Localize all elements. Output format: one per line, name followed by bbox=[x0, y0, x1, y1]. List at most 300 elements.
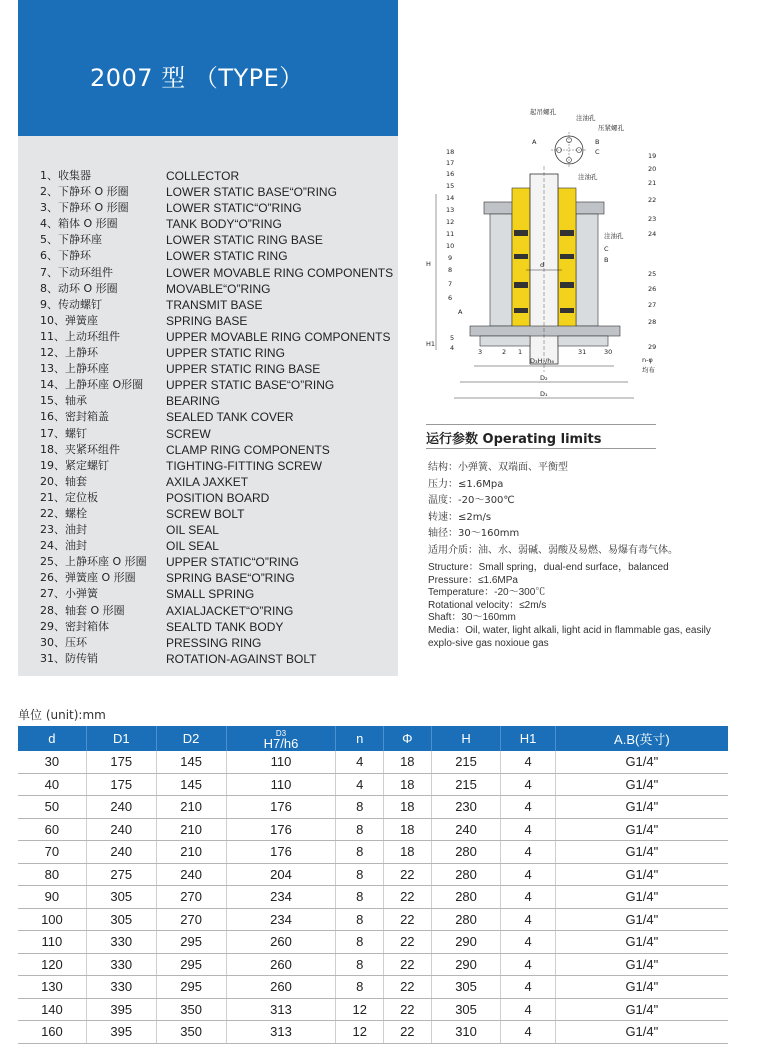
part-item bbox=[40, 200, 390, 216]
table-cell: G1/4" bbox=[555, 818, 728, 841]
table-cell: 22 bbox=[384, 998, 432, 1021]
spec-media-cn: 适用介质：油、水、弱碱、弱酸及易燃、易爆有毒气体。 bbox=[428, 544, 678, 556]
table-cell: 290 bbox=[431, 931, 501, 954]
col-d3-tolerance: H7/h6 bbox=[263, 735, 299, 751]
part-name-cn: 16、密封箱盖 bbox=[40, 410, 109, 424]
dim-a: A bbox=[458, 308, 463, 316]
table-cell: G1/4" bbox=[555, 841, 728, 864]
part-item bbox=[40, 586, 390, 602]
part-name-cn: 10、弹簧座 bbox=[40, 313, 98, 327]
callout-7: 7 bbox=[448, 280, 453, 288]
table-cell: 350 bbox=[156, 1021, 226, 1044]
part-name-cn: 20、轴套 bbox=[40, 474, 87, 488]
table-row bbox=[18, 953, 728, 976]
part-name-en: UPPER MOVABLE RING COMPONENTS bbox=[166, 329, 391, 344]
part-name-en: SPRING BASE bbox=[166, 313, 248, 328]
operating-specs-en bbox=[428, 562, 738, 650]
table-cell: 230 bbox=[431, 796, 501, 819]
part-name-en: TRANSMIT BASE bbox=[166, 297, 263, 312]
part-name-en: LOWER MOVABLE RING COMPONENTS bbox=[166, 265, 394, 280]
table-cell: 130 bbox=[18, 976, 86, 999]
table-cell: G1/4" bbox=[555, 953, 728, 976]
table-cell: 330 bbox=[86, 976, 156, 999]
cross-section bbox=[470, 166, 620, 372]
top-letter-a: A bbox=[532, 138, 537, 146]
table-cell: 280 bbox=[431, 841, 501, 864]
table-cell: 4 bbox=[501, 908, 555, 931]
table-row bbox=[18, 998, 728, 1021]
callout-23: 23 bbox=[648, 215, 657, 223]
part-name-cn: 3、下静环 O 形圈 bbox=[40, 201, 129, 215]
spec-temperature-en: Temperature：-20～300℃ bbox=[428, 587, 546, 599]
part-name-cn: 26、弹簧座 O 形圈 bbox=[40, 571, 136, 585]
table-cell: 240 bbox=[86, 818, 156, 841]
part-item bbox=[40, 297, 390, 313]
table-cell: 234 bbox=[226, 908, 336, 931]
part-item bbox=[40, 490, 390, 506]
table-cell: G1/4" bbox=[555, 1021, 728, 1044]
table-cell: 22 bbox=[384, 953, 432, 976]
dimensions-table bbox=[18, 726, 728, 1044]
part-name-en: ROTATION-AGAINST BOLT bbox=[166, 651, 317, 666]
table-cell: 12 bbox=[336, 1021, 384, 1044]
part-item bbox=[40, 506, 390, 522]
top-label-press-hole: 压紧螺孔 bbox=[598, 124, 624, 132]
col-d: d bbox=[18, 726, 86, 751]
spec-media-en: Media：Oil, water, light alkali, light acid in flammable gas, easily explo-sive gas noxioue gas bbox=[428, 624, 711, 649]
dim-d: d bbox=[540, 261, 545, 269]
part-name-cn: 5、下静环座 bbox=[40, 233, 102, 247]
part-name-en: TANK BODY“O”RING bbox=[166, 217, 282, 232]
callout-22: 22 bbox=[648, 196, 657, 204]
table-cell: 176 bbox=[226, 796, 336, 819]
part-item bbox=[40, 265, 394, 281]
callout-30: 30 bbox=[604, 348, 613, 356]
part-item bbox=[40, 361, 390, 377]
top-letter-c: C bbox=[595, 148, 600, 156]
table-cell: 240 bbox=[86, 796, 156, 819]
callout-8: 8 bbox=[448, 266, 453, 274]
table-cell: 4 bbox=[501, 751, 555, 773]
part-name-cn: 7、下动环组件 bbox=[40, 265, 113, 279]
table-cell: 175 bbox=[86, 751, 156, 773]
part-item bbox=[40, 232, 390, 248]
table-cell: 22 bbox=[384, 931, 432, 954]
table-cell: 215 bbox=[431, 751, 501, 773]
part-name-en: UPPER STATIC“O”RING bbox=[166, 555, 299, 570]
table-cell: 50 bbox=[18, 796, 86, 819]
part-name-en: SPRING BASE“O”RING bbox=[166, 571, 295, 586]
part-name-cn: 31、防传销 bbox=[40, 651, 98, 665]
part-item bbox=[40, 345, 390, 361]
part-name-cn: 28、轴套 O 形圈 bbox=[40, 603, 125, 617]
table-cell: 295 bbox=[156, 953, 226, 976]
table-cell: 140 bbox=[18, 998, 86, 1021]
part-item bbox=[40, 216, 390, 232]
side-label-oil-1: 注油孔 bbox=[578, 173, 598, 181]
table-cell: G1/4" bbox=[555, 931, 728, 954]
table-cell: 12 bbox=[336, 998, 384, 1021]
table-cell: 8 bbox=[336, 841, 384, 864]
part-name-en: LOWER STATIC“O”RING bbox=[166, 201, 302, 216]
operating-limits-title: 运行参数 Operating limits bbox=[426, 432, 602, 447]
callout-24: 24 bbox=[648, 230, 657, 238]
table-cell: 4 bbox=[501, 931, 555, 954]
col-d1: D1 bbox=[86, 726, 156, 751]
table-cell: 215 bbox=[431, 773, 501, 796]
table-cell: 22 bbox=[384, 976, 432, 999]
table-row bbox=[18, 751, 728, 773]
part-name-en: SEALED TANK COVER bbox=[166, 410, 294, 425]
table-cell: 18 bbox=[384, 818, 432, 841]
dim-d3: D₃H₇/h₆ bbox=[530, 357, 555, 365]
table-cell: G1/4" bbox=[555, 863, 728, 886]
callout-13: 13 bbox=[446, 206, 455, 214]
callout-12: 12 bbox=[446, 218, 455, 226]
part-name-cn: 27、小弹簧 bbox=[40, 587, 98, 601]
part-item bbox=[40, 538, 390, 554]
table-cell: 210 bbox=[156, 796, 226, 819]
callout-1: 1 bbox=[518, 348, 523, 356]
part-item bbox=[40, 619, 390, 635]
dim-holes: n-φ bbox=[642, 356, 653, 364]
table-cell: 8 bbox=[336, 818, 384, 841]
table-cell: 110 bbox=[226, 751, 336, 773]
table-cell: 210 bbox=[156, 841, 226, 864]
table-cell: 305 bbox=[86, 908, 156, 931]
callout-2: 2 bbox=[502, 348, 507, 356]
table-cell: 275 bbox=[86, 863, 156, 886]
table-cell: G1/4" bbox=[555, 908, 728, 931]
table-row bbox=[18, 818, 728, 841]
side-label-oil-2: 注油孔 bbox=[604, 232, 624, 240]
part-name-cn: 11、上动环组件 bbox=[40, 329, 120, 343]
dim-h: H bbox=[426, 260, 431, 268]
table-cell: G1/4" bbox=[555, 796, 728, 819]
part-name-cn: 18、夹紧环组件 bbox=[40, 442, 120, 456]
table-cell: 395 bbox=[86, 998, 156, 1021]
dim-d1: D₁ bbox=[540, 390, 548, 398]
part-item bbox=[40, 635, 390, 651]
table-cell: 22 bbox=[384, 886, 432, 909]
callout-31: 31 bbox=[578, 348, 587, 356]
part-item bbox=[40, 442, 390, 458]
table-cell: 18 bbox=[384, 841, 432, 864]
part-name-en: AXIALJACKET“O”RING bbox=[166, 603, 294, 618]
table-cell: 234 bbox=[226, 886, 336, 909]
operating-divider-bottom bbox=[426, 448, 656, 449]
table-cell: 8 bbox=[336, 908, 384, 931]
table-row bbox=[18, 796, 728, 819]
table-row bbox=[18, 773, 728, 796]
table-cell: 176 bbox=[226, 818, 336, 841]
part-item bbox=[40, 603, 390, 619]
table-row bbox=[18, 1021, 728, 1044]
left-callouts bbox=[446, 148, 454, 302]
part-item bbox=[40, 522, 390, 538]
part-name-cn: 13、上静环座 bbox=[40, 362, 109, 376]
table-cell: 18 bbox=[384, 751, 432, 773]
table-row bbox=[18, 841, 728, 864]
table-cell: 4 bbox=[501, 863, 555, 886]
top-label-oil-hole: 注油孔 bbox=[576, 114, 596, 122]
dim-h1: H1 bbox=[426, 340, 436, 348]
table-cell: 305 bbox=[431, 998, 501, 1021]
table-cell: 40 bbox=[18, 773, 86, 796]
table-cell: 305 bbox=[86, 886, 156, 909]
table-cell: 110 bbox=[226, 773, 336, 796]
table-cell: 30 bbox=[18, 751, 86, 773]
table-cell: 330 bbox=[86, 931, 156, 954]
table-cell: 4 bbox=[501, 818, 555, 841]
table-header-row bbox=[18, 726, 728, 751]
part-item bbox=[40, 168, 390, 184]
table-cell: 310 bbox=[431, 1021, 501, 1044]
part-name-en: SCREW BOLT bbox=[166, 506, 245, 521]
right-letter-b: B bbox=[604, 256, 609, 264]
part-name-en: PRESSING RING bbox=[166, 635, 262, 650]
table-cell: 18 bbox=[384, 796, 432, 819]
part-name-cn: 24、油封 bbox=[40, 539, 87, 553]
table-cell: 8 bbox=[336, 796, 384, 819]
table-cell: 8 bbox=[336, 931, 384, 954]
callout-28: 28 bbox=[648, 318, 657, 326]
part-name-en: TIGHTING-FITTING SCREW bbox=[166, 458, 322, 473]
dim-holes-note: 均布 bbox=[642, 366, 655, 374]
table-cell: G1/4" bbox=[555, 751, 728, 773]
part-name-cn: 14、上静环座 O形圈 bbox=[40, 378, 144, 392]
table-row bbox=[18, 931, 728, 954]
part-item bbox=[40, 393, 390, 409]
callout-19: 19 bbox=[648, 152, 657, 160]
part-name-en: UPPER STATIC BASE“O”RING bbox=[166, 378, 335, 393]
table-row bbox=[18, 908, 728, 931]
part-name-cn: 12、上静环 bbox=[40, 346, 98, 360]
table-cell: 295 bbox=[156, 931, 226, 954]
table-cell: 22 bbox=[384, 1021, 432, 1044]
part-name-cn: 23、油封 bbox=[40, 523, 87, 537]
table-cell: 350 bbox=[156, 998, 226, 1021]
callout-9: 9 bbox=[448, 254, 453, 262]
part-name-cn: 8、动环 O 形圈 bbox=[40, 281, 118, 295]
table-cell: G1/4" bbox=[555, 976, 728, 999]
table-cell: 8 bbox=[336, 976, 384, 999]
callout-15: 15 bbox=[446, 182, 455, 190]
table-cell: 145 bbox=[156, 751, 226, 773]
table-body bbox=[18, 751, 728, 1043]
table-cell: 4 bbox=[501, 796, 555, 819]
callout-17: 17 bbox=[446, 159, 455, 167]
part-name-cn: 22、螺栓 bbox=[40, 506, 87, 520]
table-cell: 90 bbox=[18, 886, 86, 909]
col-n: n bbox=[336, 726, 384, 751]
callout-16: 16 bbox=[446, 170, 455, 178]
part-item bbox=[40, 458, 390, 474]
table-cell: 4 bbox=[501, 976, 555, 999]
table-row bbox=[18, 863, 728, 886]
table-cell: 313 bbox=[226, 998, 336, 1021]
parts-panel bbox=[18, 136, 398, 676]
table-cell: 22 bbox=[384, 863, 432, 886]
part-name-en: OIL SEAL bbox=[166, 539, 219, 554]
table-cell: 270 bbox=[156, 908, 226, 931]
part-name-en: UPPER STATIC RING BASE bbox=[166, 362, 321, 377]
table-cell: 280 bbox=[431, 908, 501, 931]
table-cell: G1/4" bbox=[555, 998, 728, 1021]
table-cell: 70 bbox=[18, 841, 86, 864]
table-cell: 240 bbox=[156, 863, 226, 886]
table-cell: 4 bbox=[336, 751, 384, 773]
col-d3-label: D3 bbox=[275, 728, 287, 738]
table-cell: 22 bbox=[384, 908, 432, 931]
callout-10: 10 bbox=[446, 242, 455, 250]
table-cell: 210 bbox=[156, 818, 226, 841]
table-row bbox=[18, 976, 728, 999]
part-name-en: LOWER STATIC RING BASE bbox=[166, 233, 323, 248]
col-d2: D2 bbox=[156, 726, 226, 751]
table-cell: G1/4" bbox=[555, 886, 728, 909]
part-item bbox=[40, 474, 390, 490]
table-cell: 4 bbox=[501, 841, 555, 864]
callout-3: 3 bbox=[478, 348, 483, 356]
part-name-cn: 29、密封箱体 bbox=[40, 619, 109, 633]
operating-specs-cn bbox=[428, 460, 678, 560]
part-item bbox=[40, 377, 390, 393]
part-item bbox=[40, 329, 390, 345]
spec-structure-en: Structure：Small spring，dual-end surface，balanced bbox=[428, 562, 669, 573]
part-item bbox=[40, 184, 390, 200]
part-name-en: LOWER STATIC RING bbox=[166, 249, 288, 264]
table-cell: 290 bbox=[431, 953, 501, 976]
table-cell: 260 bbox=[226, 953, 336, 976]
table-cell: 18 bbox=[384, 773, 432, 796]
table-cell: 260 bbox=[226, 931, 336, 954]
callout-18: 18 bbox=[446, 148, 455, 156]
part-item bbox=[40, 570, 390, 586]
table-cell: 395 bbox=[86, 1021, 156, 1044]
table-cell: 4 bbox=[501, 773, 555, 796]
table-cell: 120 bbox=[18, 953, 86, 976]
table-cell: 145 bbox=[156, 773, 226, 796]
spec-temperature-cn: 温度：-20～300℃ bbox=[428, 495, 515, 507]
part-item bbox=[40, 409, 390, 425]
table-cell: 240 bbox=[86, 841, 156, 864]
table-cell: 260 bbox=[226, 976, 336, 999]
col-ab: A.B(英寸) bbox=[555, 726, 728, 751]
table-cell: 4 bbox=[336, 773, 384, 796]
unit-label: 单位 (unit):mm bbox=[18, 708, 106, 722]
dim-d2: D₂ bbox=[540, 374, 548, 382]
spec-shaft-en: Shaft：30～160mm bbox=[428, 612, 516, 624]
part-name-cn: 15、轴承 bbox=[40, 394, 87, 408]
part-name-cn: 25、上静环座 O 形圈 bbox=[40, 555, 147, 569]
table-cell: 330 bbox=[86, 953, 156, 976]
spec-pressure-en: Pressure：≤1.6MPa bbox=[428, 574, 518, 586]
table-cell: 8 bbox=[336, 863, 384, 886]
part-name-en: MOVABLE“O”RING bbox=[166, 281, 271, 296]
part-name-cn: 17、螺钉 bbox=[40, 426, 87, 440]
callout-6: 6 bbox=[448, 294, 453, 302]
part-name-en: OIL SEAL bbox=[166, 523, 219, 538]
part-name-cn: 6、下静环 bbox=[40, 249, 91, 263]
spec-pressure-cn: 压力：≤1.6Mpa bbox=[428, 478, 504, 490]
part-name-cn: 19、紧定螺钉 bbox=[40, 458, 109, 472]
callout-20: 20 bbox=[648, 165, 657, 173]
table-cell: 204 bbox=[226, 863, 336, 886]
top-view bbox=[530, 107, 625, 168]
part-name-en: SCREW bbox=[166, 426, 211, 441]
parts-list bbox=[40, 168, 394, 667]
top-label-lift-hole: 起吊螺孔 bbox=[530, 108, 556, 116]
part-name-en: SMALL SPRING bbox=[166, 587, 255, 602]
callout-11: 11 bbox=[446, 230, 455, 238]
spec-velocity-en: Rotational velocity：≤2m/s bbox=[428, 599, 547, 611]
part-name-cn: 2、下静环 O 形圈 bbox=[40, 185, 129, 199]
page-title: 2007 型 （TYPE） bbox=[90, 64, 304, 92]
part-item bbox=[40, 248, 390, 264]
callout-14: 14 bbox=[446, 194, 455, 202]
callout-29: 29 bbox=[648, 343, 657, 351]
table-cell: 60 bbox=[18, 818, 86, 841]
callout-5: 5 bbox=[450, 334, 455, 342]
top-letter-b: B bbox=[595, 138, 600, 146]
callout-26: 26 bbox=[648, 285, 657, 293]
table-cell: 160 bbox=[18, 1021, 86, 1044]
callout-27: 27 bbox=[648, 301, 657, 309]
part-item bbox=[40, 426, 390, 442]
col-phi: Φ bbox=[384, 726, 432, 751]
right-letter-c: C bbox=[604, 245, 609, 253]
col-h1: H1 bbox=[501, 726, 555, 751]
col-d3 bbox=[226, 726, 336, 751]
part-name-cn: 30、压环 bbox=[40, 635, 87, 649]
operating-divider-top bbox=[426, 424, 656, 425]
table-cell: 4 bbox=[501, 953, 555, 976]
part-name-cn: 9、传动螺钉 bbox=[40, 297, 102, 311]
table-cell: 305 bbox=[431, 976, 501, 999]
callout-4: 4 bbox=[450, 344, 455, 352]
table-cell: 80 bbox=[18, 863, 86, 886]
part-item bbox=[40, 313, 390, 329]
part-name-en: AXILA JAXKET bbox=[166, 474, 249, 489]
table-cell: 240 bbox=[431, 818, 501, 841]
table-cell: 8 bbox=[336, 953, 384, 976]
spec-shaft-cn: 轴径：30～160mm bbox=[428, 528, 520, 540]
spec-velocity-cn: 转速：≤2m/s bbox=[428, 511, 492, 523]
part-name-en: SEALTD TANK BODY bbox=[166, 619, 284, 634]
part-item bbox=[40, 554, 390, 570]
part-name-en: CLAMP RING COMPONENTS bbox=[166, 442, 330, 457]
part-name-en: LOWER STATIC BASE“O”RING bbox=[166, 185, 337, 200]
table-cell: 100 bbox=[18, 908, 86, 931]
callout-25: 25 bbox=[648, 270, 657, 278]
part-name-cn: 21、定位板 bbox=[40, 490, 98, 504]
part-name-en: COLLECTOR bbox=[166, 169, 240, 183]
part-name-en: BEARING bbox=[166, 394, 221, 409]
table-row bbox=[18, 886, 728, 909]
seal-cross-section-diagram bbox=[414, 104, 674, 404]
table-cell: G1/4" bbox=[555, 773, 728, 796]
table-cell: 8 bbox=[336, 886, 384, 909]
table-cell: 4 bbox=[501, 1021, 555, 1044]
part-name-en: POSITION BOARD bbox=[166, 490, 270, 505]
col-h: H bbox=[431, 726, 501, 751]
table-cell: 270 bbox=[156, 886, 226, 909]
part-item bbox=[40, 281, 390, 297]
table-cell: 4 bbox=[501, 998, 555, 1021]
part-name-cn: 4、箱体 O 形圈 bbox=[40, 217, 118, 231]
table-cell: 110 bbox=[18, 931, 86, 954]
